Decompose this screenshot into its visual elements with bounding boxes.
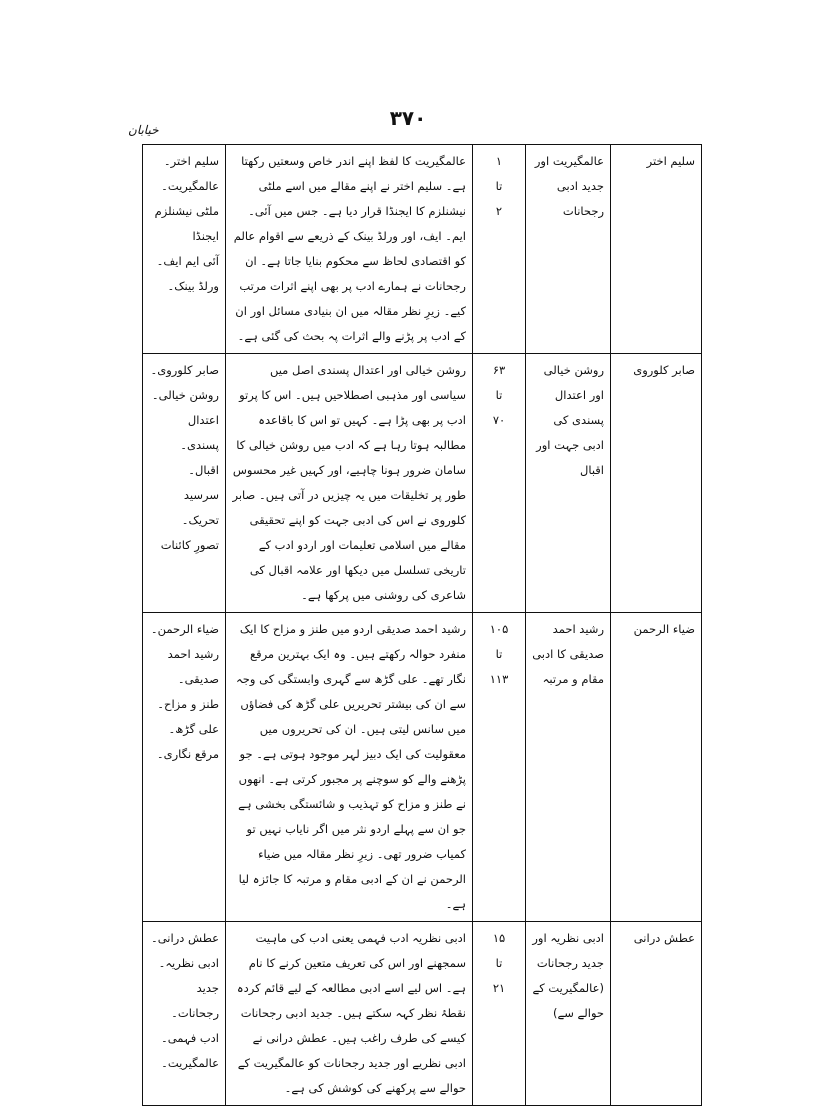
keyword: سلیم اختر۔ bbox=[163, 154, 219, 168]
page-start: ۱۵ bbox=[492, 931, 506, 945]
abstract-cell: عالمگیریت کا لفظ اپنے اندر خاص وسعتیں رکھتا ہے۔ سلیم اختر نے اپنے مقالے میں اسے ملٹی نیشنلزم کا ایجنڈا قرار دیا ہے۔ جس میں آئی۔ ایم۔ ایف، اور ورلڈ بینک کے ذریعے سے اقوام عالم کو اقتصادی لحاظ سے محکوم بنایا جاتا ہے۔ ان رجحانات نے ہمارے ادب پر بھی اپنے اثرات مرتب کیے۔ زیرِ نظر مقالہ میں ان بنیادی مسائل اور ان کے ادب پر پڑنے والے اثرات پہ بحث کی گئی ہے۔ bbox=[226, 145, 473, 354]
keyword: عطش درانی۔ bbox=[150, 931, 219, 945]
page-start: ۶۳ bbox=[492, 363, 506, 377]
pages-cell bbox=[473, 922, 526, 1106]
keyword: ایجنڈا bbox=[192, 229, 219, 243]
pages-cell bbox=[473, 613, 526, 922]
page-end: ۷۰ bbox=[492, 413, 506, 427]
keyword: اقبال۔ bbox=[188, 463, 219, 477]
title-cell: روشن خیالی اور اعتدال پسندی کی ادبی جہت اور اقبال bbox=[526, 354, 611, 613]
keyword: ملٹی نیشنلزم bbox=[154, 204, 219, 218]
keyword: تصورِ کائنات bbox=[160, 538, 219, 552]
keyword: آئی ایم ایف۔ bbox=[156, 254, 219, 268]
page-number: ۳۷۰ bbox=[389, 106, 427, 130]
abstract-cell: رشید احمد صدیقی اردو میں طنز و مزاح کا ایک منفرد حوالہ رکھتے ہیں۔ وہ ایک بہترین مرقع نگار تھے۔ علی گڑھ سے گہری وابستگی کی وجہ سے ان کی بیشتر تحریریں علی گڑھ کی فضاؤں میں سانس لیتی ہیں۔ ان کی تحریروں میں معقولیت کی ایک دبیز لہر موجود ہوتی ہے۔ جو پڑھنے والے کو سوچنے پر مجبور کرتی ہے۔ انھوں نے طنز و مزاح کو تہذیب و شائستگی بخشی ہے جو ان سے پہلے اردو نثر میں اگر نایاب نہیں تو کمیاب ضرور تھی۔ زیرِ نظر مقالہ میں ضیاء الرحمن نے ان کے ادبی مقام و مرتبہ کا جائزہ لیا ہے۔ bbox=[226, 613, 473, 922]
keyword: سرسید تحریک۔ bbox=[181, 488, 219, 527]
page-to: تا bbox=[495, 647, 503, 661]
keywords-cell bbox=[143, 354, 226, 613]
author-cell: ضیاء الرحمن bbox=[611, 613, 702, 922]
keyword: ورلڈ بینک۔ bbox=[167, 279, 219, 293]
keyword: طنز و مزاح۔ bbox=[157, 697, 219, 711]
table-row bbox=[143, 145, 702, 354]
keyword: روشن خیالی۔ bbox=[151, 388, 219, 402]
author-cell: عطش درانی bbox=[611, 922, 702, 1106]
author-cell: سلیم اختر bbox=[611, 145, 702, 354]
keyword: علی گڑھ۔ bbox=[168, 722, 219, 736]
keyword: مرقع نگاری۔ bbox=[156, 747, 219, 761]
page-to: تا bbox=[495, 388, 503, 402]
table-row bbox=[143, 922, 702, 1106]
table-row bbox=[143, 354, 702, 613]
keyword: ادب فہمی۔ bbox=[160, 1031, 219, 1045]
page-start: ۱ bbox=[495, 154, 503, 168]
pages-cell bbox=[473, 354, 526, 613]
keywords-cell bbox=[143, 145, 226, 354]
pages-cell bbox=[473, 145, 526, 354]
journal-name: خیابان bbox=[128, 123, 159, 137]
page-start: ۱۰۵ bbox=[489, 622, 509, 636]
page-end: ۲ bbox=[495, 204, 503, 218]
table-row bbox=[143, 613, 702, 922]
author-cell: صابر کلوروی bbox=[611, 354, 702, 613]
title-cell: ادبی نظریہ اور جدید رجحانات (عالمگیریت کے حوالے سے) bbox=[526, 922, 611, 1106]
keyword: اعتدال پسندی۔ bbox=[180, 413, 219, 452]
keyword: ضیاء الرحمن۔ bbox=[150, 622, 219, 636]
page-end: ۱۱۳ bbox=[489, 672, 509, 686]
keyword: ادبی نظریہ۔ bbox=[158, 956, 219, 970]
article-index-table bbox=[142, 144, 702, 1106]
page-end: ۲۱ bbox=[492, 981, 506, 995]
keyword: عالمگیریت۔ bbox=[161, 1056, 219, 1070]
keyword: رشید احمد صدیقی۔ bbox=[167, 647, 219, 686]
keyword: عالمگیریت۔ bbox=[161, 179, 219, 193]
abstract-cell: روشن خیالی اور اعتدال پسندی اصل میں سیاسی اور مذہبی اصطلاحیں ہیں۔ اس کا پرتو ادب پر بھی پڑا ہے۔ کہیں تو اس کا باقاعدہ مطالبہ ہوتا رہا ہے کہ ادب میں روشن خیالی کا سامان ضرور ہونا چاہیے، اور کہیں غیر محسوس طور پر تخلیقات میں یہ چیزیں در آتی ہیں۔ صابر کلوروی نے اس کی ادبی جہت کو اپنے تحقیقی مقالے میں اسلامی تعلیمات اور اردو ادب کے تاریخی تسلسل میں دیکھا اور علامہ اقبال کی شاعری کی روشنی میں پرکھا ہے۔ bbox=[226, 354, 473, 613]
title-cell: عالمگیریت اور جدید ادبی رجحانات bbox=[526, 145, 611, 354]
page-to: تا bbox=[495, 179, 503, 193]
keywords-cell bbox=[143, 922, 226, 1106]
page-to: تا bbox=[495, 956, 503, 970]
title-cell: رشید احمد صدیقی کا ادبی مقام و مرتبہ bbox=[526, 613, 611, 922]
keywords-cell bbox=[143, 613, 226, 922]
abstract-cell: ادبی نظریہ ادب فہمی یعنی ادب کی ماہیت سمجھنے اور اس کی تعریف متعین کرنے کا نام ہے۔ اس لیے اسے ادبی مطالعہ کے لیے قائم کردہ نقطۂ نظر کہہ سکتے ہیں۔ جدید ادبی رجحانات کیسے کی طرف راغب ہیں۔ عطش درانی نے ادبی نظریے اور جدید رجحانات کو عالمگیریت کے حوالے سے پرکھنے کی کوشش کی ہے۔ bbox=[226, 922, 473, 1106]
keyword: جدید رجحانات۔ bbox=[171, 981, 219, 1020]
keyword: صابر کلوروی۔ bbox=[150, 363, 219, 377]
